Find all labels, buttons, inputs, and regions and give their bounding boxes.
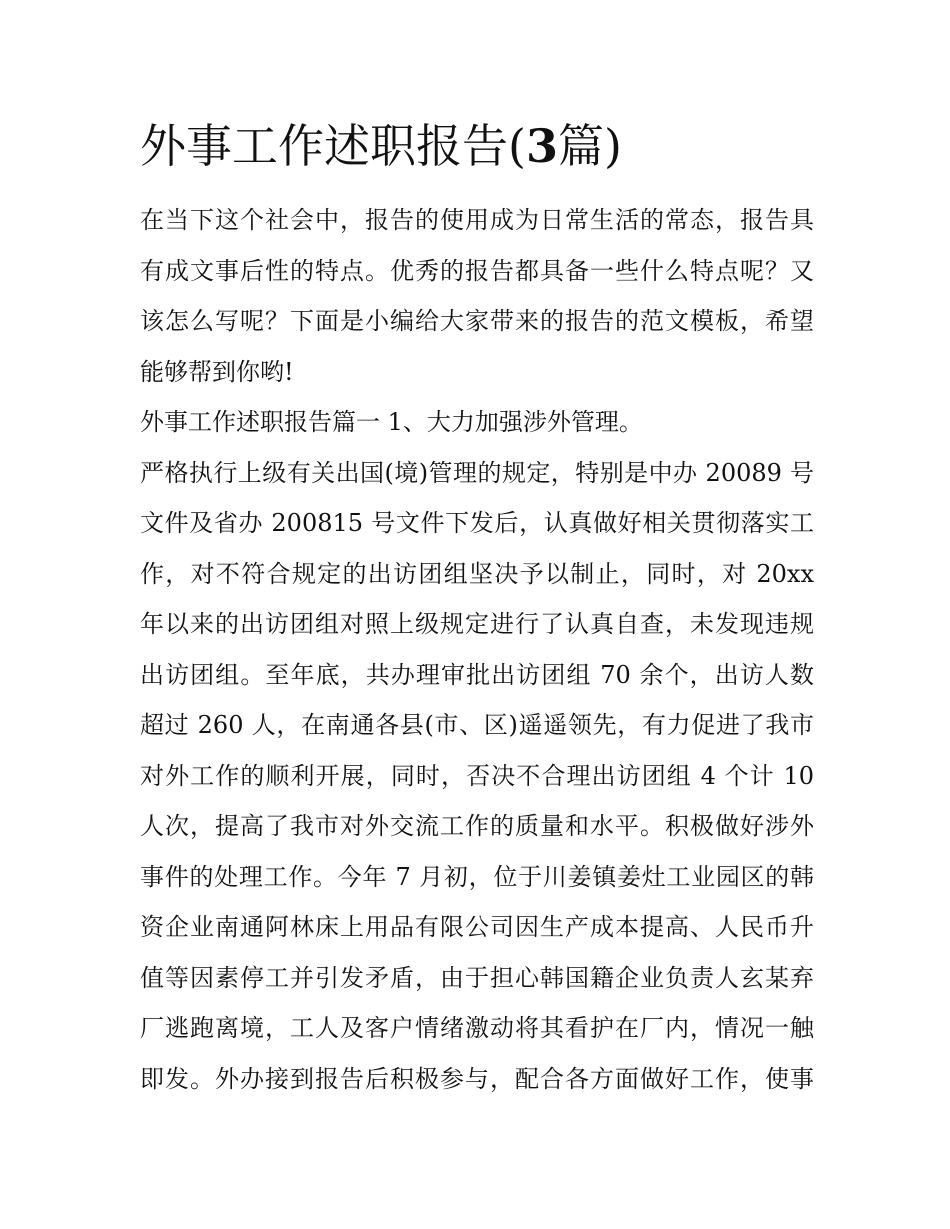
title-number: 3	[525, 119, 558, 173]
text-line: 严格执行上级有关出国(境)管理的规定，特别是中办 20089 号	[140, 458, 814, 487]
section-heading-paragraph	[140, 397, 814, 448]
text-line: 厂逃跑离境，工人及客户情绪激动将其看护在厂内，情况一触	[140, 1014, 814, 1042]
text-line: 年以来的出访团组对照上级规定进行了认真自查，未发现违规	[140, 610, 814, 638]
text-line: 出访团组。至年底，共办理审批出访团组 70 余个，出访人数	[140, 660, 814, 689]
text-line: 作，对不符合规定的出访团组坚决予以制止，同时，对 20xx	[140, 559, 814, 588]
text-line: 超过 260 人，在南通各县(市、区)遥遥领先，有力促进了我市	[140, 711, 814, 739]
text-line: 人次，提高了我市对外交流工作的质量和水平。积极做好涉外	[140, 812, 814, 840]
text-line: 即发。外办接到报告后积极参与，配合各方面做好工作，使事	[140, 1064, 814, 1093]
text-line: 文件及省办 200815 号文件下发后，认真做好相关贯彻落实工	[140, 509, 814, 537]
intro-paragraph	[140, 195, 814, 397]
content-paragraph	[140, 448, 814, 1105]
text-line: 资企业南通阿林床上用品有限公司因生产成本提高、人民币升	[140, 913, 814, 941]
title-prefix: 外事工作述职报告(	[140, 119, 526, 173]
text-line: 在当下这个社会中，报告的使用成为日常生活的常态，报告具	[140, 206, 814, 234]
page-title	[140, 112, 840, 180]
text-line: 该怎么写呢？下面是小编给大家带来的报告的范文模板，希望	[140, 307, 814, 335]
text-line: 外事工作述职报告篇一 1、大力加强涉外管理。	[140, 408, 643, 436]
document-body	[140, 195, 814, 1104]
text-line: 有成文事后性的特点。优秀的报告都具备一些什么特点呢？又	[140, 256, 814, 285]
text-line: 事件的处理工作。今年 7 月初，位于川姜镇姜灶工业园区的韩	[140, 862, 814, 891]
text-line: 值等因素停工并引发矛盾，由于担心韩国籍企业负责人玄某弃	[140, 963, 814, 992]
title-suffix: 篇)	[557, 119, 622, 173]
text-line: 对外工作的顺利开展，同时，否决不合理出访团组 4 个计 10	[140, 761, 814, 790]
text-line: 能够帮到你哟!	[140, 357, 294, 386]
